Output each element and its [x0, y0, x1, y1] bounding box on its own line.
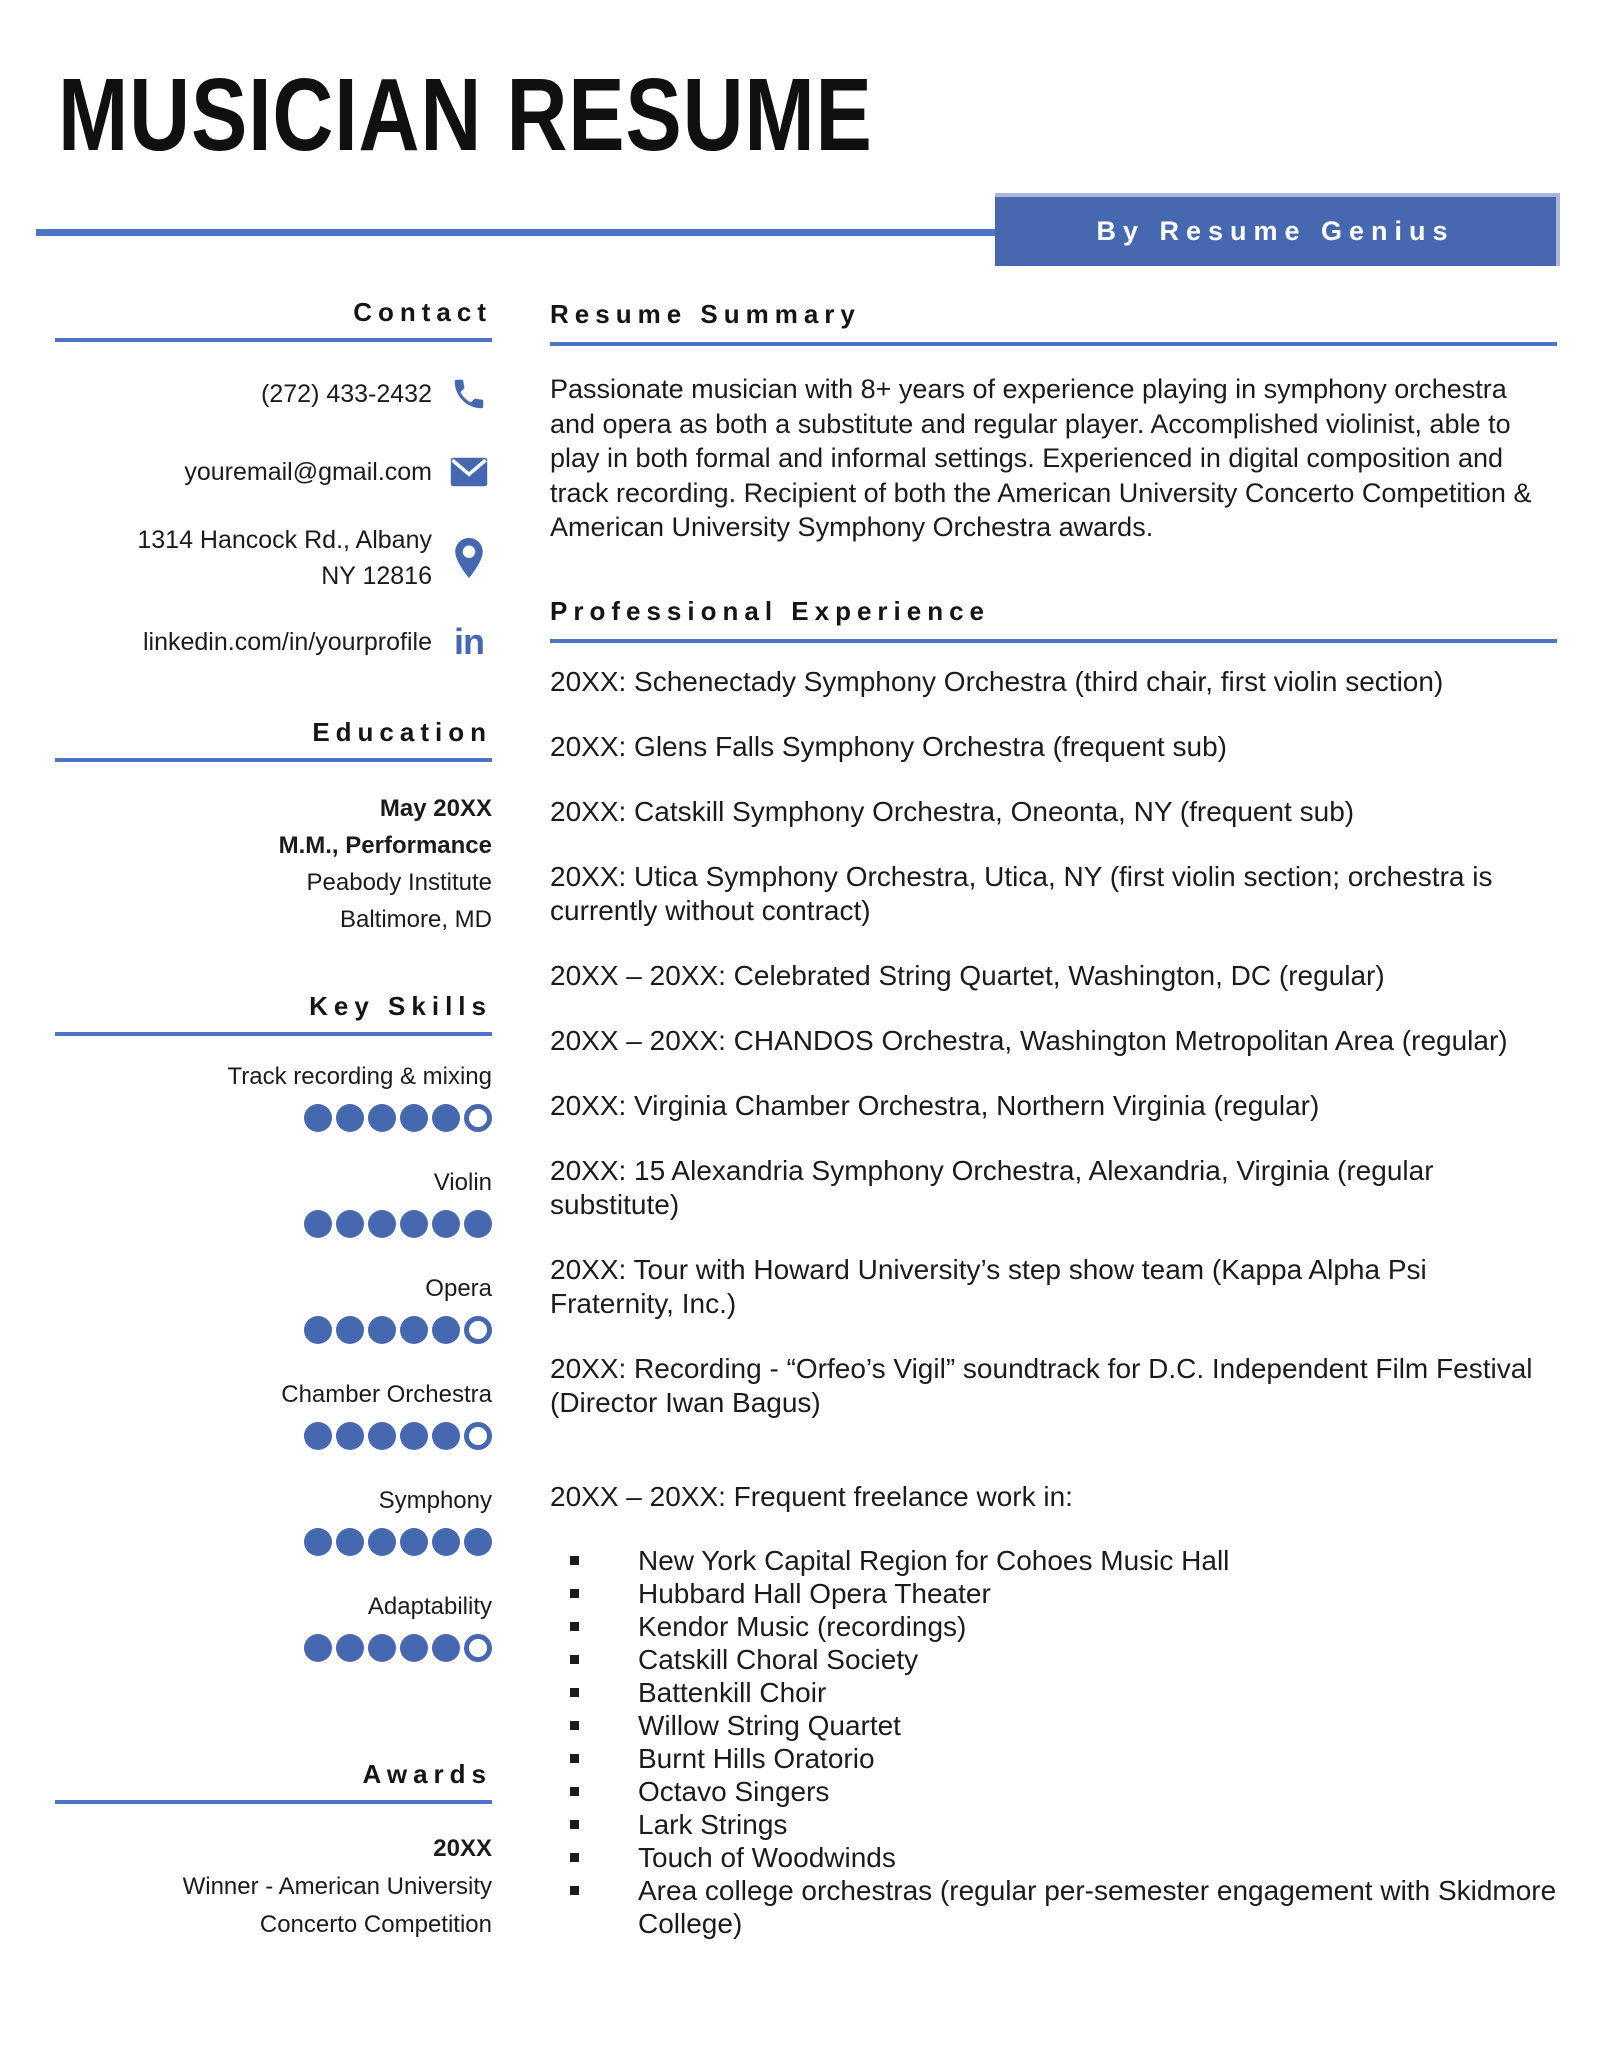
skill-item — [55, 1274, 492, 1344]
rating-dot-filled — [432, 1104, 460, 1132]
experience-entry: 20XX – 20XX: CHANDOS Orchestra, Washington Metropolitan Area (regular) — [550, 1024, 1508, 1056]
rating-dot-filled — [400, 1316, 428, 1344]
freelance-lead-entry: 20XX – 20XX: Frequent freelance work in: — [550, 1480, 1073, 1512]
freelance-client-item: Area college orchestras (regular per-semester engagement with Skidmore College) — [550, 1874, 1557, 1940]
experience-entry: 20XX: Tour with Howard University’s step show team (Kappa Alpha Psi Fraternity, Inc.) — [550, 1253, 1427, 1319]
rating-dot-filled — [368, 1104, 396, 1132]
skills-list — [55, 1062, 492, 1662]
skill-item — [55, 1380, 492, 1450]
freelance-client-item: Kendor Music (recordings) — [550, 1610, 1557, 1643]
freelance-client-item: Burnt Hills Oratorio — [550, 1742, 1557, 1775]
rating-dot-filled — [368, 1210, 396, 1238]
award-date: 20XX — [433, 1835, 492, 1862]
skill-item — [55, 1486, 492, 1556]
education-school: Peabody Institute — [306, 869, 492, 896]
linkedin-icon: in — [454, 621, 484, 662]
rating-dot-filled — [336, 1528, 364, 1556]
skill-rating-dots — [55, 1634, 492, 1662]
contact-phone-row — [55, 372, 492, 416]
professional-experience-heading: Professional Experience — [550, 595, 1557, 643]
experience-entry: 20XX: Recording - “Orfeo’s Vigil” soundtrack for D.C. Independent Film Festival (Director Iwan Bagus) — [550, 1352, 1533, 1418]
phone-icon — [446, 375, 492, 413]
freelance-client-item: Octavo Singers — [550, 1775, 1557, 1808]
rating-dot-filled — [336, 1634, 364, 1662]
experience-entry: 20XX: 15 Alexandria Symphony Orchestra, Alexandria, Virginia (regular substitute) — [550, 1154, 1434, 1220]
skill-item — [55, 1062, 492, 1132]
awards-section-heading: Awards — [55, 1758, 492, 1804]
contact-address-row — [55, 520, 492, 596]
contact-email-row — [55, 450, 492, 494]
contact-section-heading: Contact — [55, 296, 492, 342]
contact-linkedin-row — [55, 620, 492, 664]
education-entry — [55, 790, 492, 938]
phone-number: (272) 433-2432 — [261, 380, 432, 408]
skill-rating-dots — [55, 1422, 492, 1450]
experience-entries — [550, 665, 1557, 1420]
experience-entry: 20XX: Catskill Symphony Orchestra, Oneonta, NY (frequent sub) — [550, 795, 1355, 827]
email-address: youremail@gmail.com — [184, 458, 432, 486]
mailing-address — [137, 522, 432, 594]
award-title-line-2: Concerto Competition — [259, 1911, 492, 1938]
rating-dot-filled — [400, 1104, 428, 1132]
rating-dot-filled — [304, 1316, 332, 1344]
main-column — [550, 298, 1557, 1940]
page-title: MUSICIAN RESUME — [58, 57, 873, 172]
education-section-heading: Education — [55, 716, 492, 762]
skill-name: Adaptability — [367, 1593, 492, 1620]
rating-dot-filled — [368, 1422, 396, 1450]
rating-dot-filled — [432, 1316, 460, 1344]
freelance-client-item: Catskill Choral Society — [550, 1643, 1557, 1676]
freelance-client-item: Battenkill Choir — [550, 1676, 1557, 1709]
award-entry — [55, 1830, 492, 1944]
experience-entry: 20XX – 20XX: Celebrated String Quartet, Washington, DC (regular) — [550, 959, 1385, 991]
brand-banner-label: By Resume Genius — [1096, 216, 1455, 246]
experience-entry: 20XX: Virginia Chamber Orchestra, Northern Virginia (regular) — [550, 1089, 1320, 1121]
skill-name: Symphony — [378, 1487, 492, 1514]
location-pin-icon — [446, 538, 492, 578]
education-location: Baltimore, MD — [339, 906, 492, 933]
rating-dot-filled — [304, 1422, 332, 1450]
skill-name: Track recording & mixing — [227, 1063, 492, 1090]
education-date: May 20XX — [379, 795, 492, 822]
header-divider-line — [36, 229, 995, 236]
rating-dot-filled — [400, 1528, 428, 1556]
rating-dot-filled — [400, 1210, 428, 1238]
brand-banner — [995, 193, 1560, 266]
skill-name: Opera — [425, 1275, 492, 1302]
skill-rating-dots — [55, 1316, 492, 1344]
rating-dot-filled — [336, 1210, 364, 1238]
skill-item — [55, 1592, 492, 1662]
rating-dot-empty — [464, 1104, 492, 1132]
rating-dot-filled — [400, 1634, 428, 1662]
freelance-client-item: Lark Strings — [550, 1808, 1557, 1841]
rating-dot-filled — [432, 1634, 460, 1662]
freelance-client-item: Touch of Woodwinds — [550, 1841, 1557, 1874]
rating-dot-filled — [304, 1210, 332, 1238]
rating-dot-empty — [464, 1422, 492, 1450]
rating-dot-filled — [432, 1210, 460, 1238]
award-title-line-1: Winner - American University — [182, 1873, 492, 1900]
address-line-2: NY 12816 — [321, 562, 432, 590]
freelance-client-item: Willow String Quartet — [550, 1709, 1557, 1742]
rating-dot-filled — [336, 1104, 364, 1132]
rating-dot-empty — [464, 1316, 492, 1344]
experience-entry: 20XX: Utica Symphony Orchestra, Utica, NY (first violin section; orchestra is currently without contract) — [550, 860, 1493, 926]
rating-dot-filled — [464, 1210, 492, 1238]
experience-entry: 20XX: Glens Falls Symphony Orchestra (frequent sub) — [550, 730, 1227, 762]
address-line-1: 1314 Hancock Rd., Albany — [137, 526, 432, 554]
rating-dot-filled — [368, 1528, 396, 1556]
rating-dot-filled — [400, 1422, 428, 1450]
freelance-client-item: New York Capital Region for Cohoes Music Hall — [550, 1544, 1557, 1577]
rating-dot-filled — [464, 1528, 492, 1556]
freelance-client-item: Hubbard Hall Opera Theater — [550, 1577, 1557, 1610]
rating-dot-filled — [304, 1634, 332, 1662]
sidebar — [55, 296, 492, 1944]
skill-rating-dots — [55, 1210, 492, 1238]
linkedin-url: linkedin.com/in/yourprofile — [142, 628, 432, 656]
rating-dot-filled — [336, 1422, 364, 1450]
key-skills-section-heading: Key Skills — [55, 990, 492, 1036]
rating-dot-filled — [368, 1634, 396, 1662]
education-degree: M.M., Performance — [278, 832, 492, 859]
rating-dot-filled — [368, 1316, 396, 1344]
rating-dot-filled — [336, 1316, 364, 1344]
rating-dot-filled — [432, 1528, 460, 1556]
experience-entry: 20XX: Schenectady Symphony Orchestra (third chair, first violin section) — [550, 665, 1444, 697]
rating-dot-filled — [432, 1422, 460, 1450]
resume-summary-text: Passionate musician with 8+ years of experience playing in symphony orchestra and opera as both a substitute and regular player. Accomplished violinist, able to play in both formal and informal settings. Experienced in digital composition and track recording. Recipient of both the American University Concerto Competition & American University Symphony Orchestra awards. — [550, 374, 1532, 542]
mail-icon — [446, 456, 492, 488]
skill-name: Violin — [433, 1169, 492, 1196]
skill-rating-dots — [55, 1528, 492, 1556]
skill-item — [55, 1168, 492, 1238]
resume-summary-heading: Resume Summary — [550, 298, 1557, 346]
rating-dot-empty — [464, 1634, 492, 1662]
skill-rating-dots — [55, 1104, 492, 1132]
freelance-clients-list — [550, 1544, 1557, 1940]
skill-name: Chamber Orchestra — [281, 1381, 492, 1408]
rating-dot-filled — [304, 1104, 332, 1132]
rating-dot-filled — [304, 1528, 332, 1556]
